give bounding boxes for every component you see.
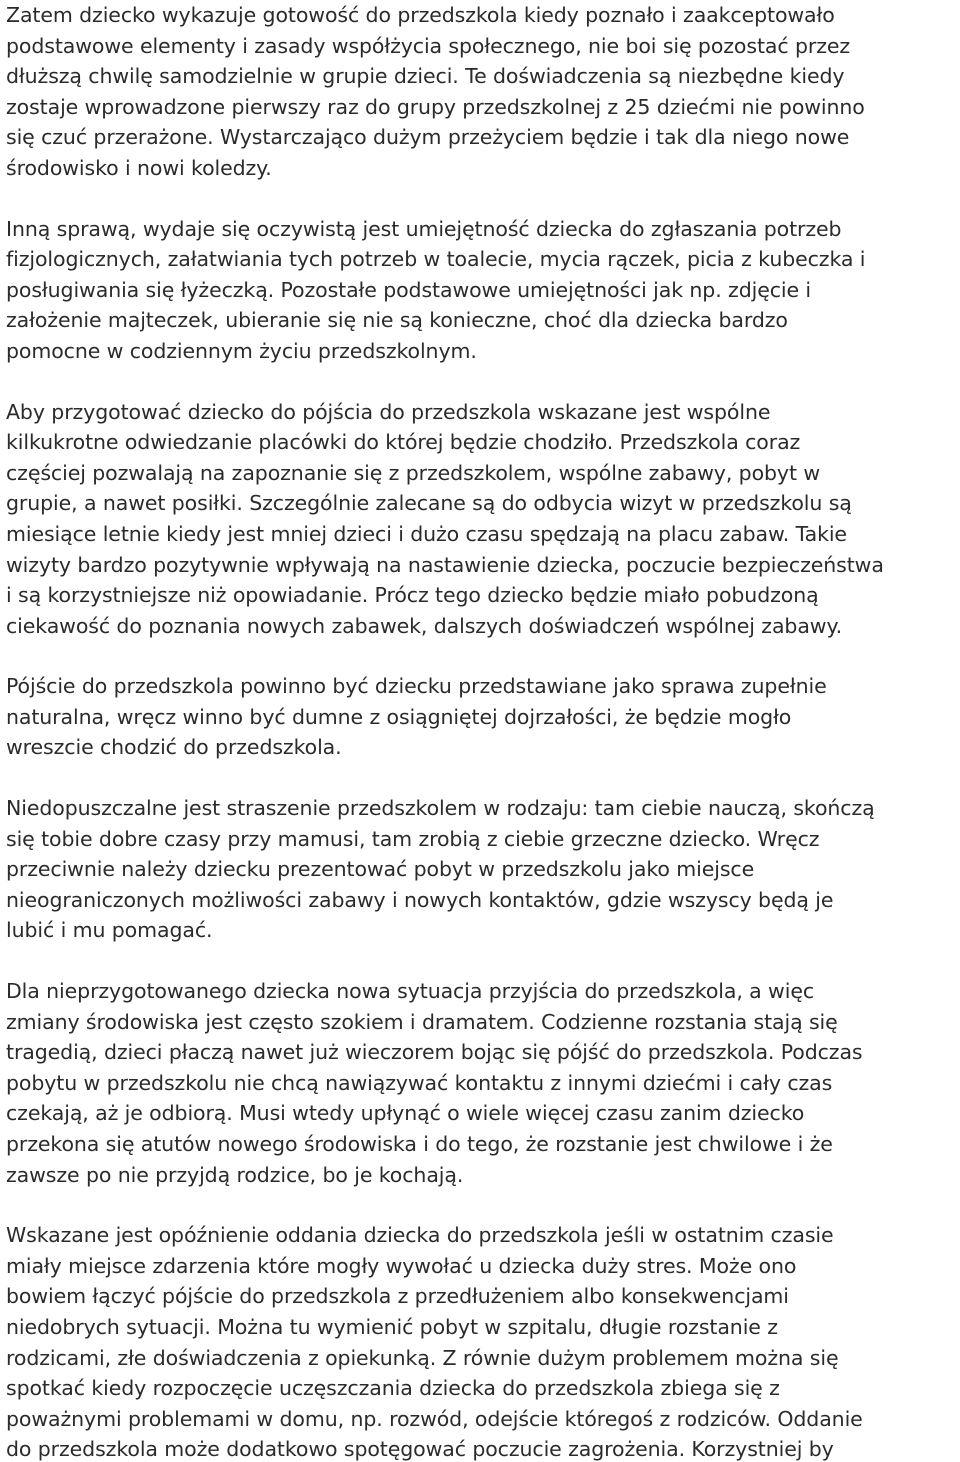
paragraph-skills <box>6 214 948 367</box>
paragraph-unprepared-child <box>6 976 948 1190</box>
text-line: miesiące letnie kiedy jest mniej dzieci i dużo czasu spędzają na placu zabaw. Takie <box>6 521 847 546</box>
text-line: Dla nieprzygotowanego dziecka nowa sytuacja przyjścia do przedszkola, a więc <box>6 979 814 1004</box>
text-line: lubić i mu pomagać. <box>6 918 213 943</box>
text-line: spotkać kiedy rozpoczęcie uczęszczania dziecka do przedszkola zbiega się z <box>6 1376 780 1401</box>
paragraph-presentation <box>6 671 948 763</box>
text-line: przekona się atutów nowego środowiska i do tego, że rozstanie jest chwilowe i że <box>6 1132 833 1156</box>
text-line: się czuć przerażone. Wystarczająco dużym przeżyciem będzie i tak dla niego nowe <box>6 125 850 150</box>
text-line: założenie majteczek, ubieranie się nie są konieczne, choć dla dziecka bardzo <box>6 308 788 333</box>
text-line: fizjologicznych, załatwiania tych potrzeb w toalecie, mycia rączek, picia z kubeczka i <box>6 247 866 272</box>
text-line: poważnymi problemami w domu, np. rozwód, odejście któregoś z rodziców. Oddanie <box>6 1406 863 1431</box>
text-line: wizyty bardzo pozytywnie wpływają na nastawienie dziecka, poczucie bezpieczeństwa <box>6 552 884 577</box>
text-line: Niedopuszczalne jest straszenie przedszkolem w rodzaju: tam ciebie nauczą, skończą <box>6 796 875 821</box>
paragraph-preparation <box>6 397 948 642</box>
text-line: Wskazane jest opóźnienie oddania dziecka do przedszkola jeśli w ostatnim czasie <box>6 1223 834 1248</box>
text-line: miały miejsce zdarzenia które mogły wywołać u dziecka duży stres. Może ono <box>6 1253 797 1278</box>
text-line: naturalna, wręcz winno być dumne z osiągniętej dojrzałości, że będzie mogło <box>6 704 792 729</box>
text-line: pomocne w codziennym życiu przedszkolnym. <box>6 338 477 363</box>
paragraph-readiness <box>6 0 948 184</box>
text-line: podstawowe elementy i zasady współżycia społecznego, nie boi się pozostać przez <box>6 33 851 58</box>
text-line: posługiwania się łyżeczką. Pozostałe podstawowe umiejętności jak np. zdjęcie i <box>6 277 812 302</box>
text-line: do przedszkola może dodatkowo spotęgować poczucie zagrożenia. Korzystniej by <box>6 1437 834 1462</box>
text-line: grupie, a nawet posiłki. Szczególnie zalecane są do odbycia wizyt w przedszkolu są <box>6 491 852 516</box>
text-line: Inną sprawą, wydaje się oczywistą jest umiejętność dziecka do zgłaszania potrzeb <box>6 216 842 241</box>
text-line: Pójście do przedszkola powinno być dziecku przedstawiane jako sprawa zupełnie <box>6 674 827 699</box>
text-line: rodzicami, złe doświadczenia z opiekunką. Z równie dużym problemem można się <box>6 1345 839 1370</box>
text-line: pobytu w przedszkolu nie chcą nawiązywać kontaktu z innymi dziećmi i cały czas <box>6 1070 833 1095</box>
text-line: się tobie dobre czasy przy mamusi, tam zrobią z ciebie grzeczne dziecko. Wręcz <box>6 826 820 851</box>
text-line: dłuższą chwilę samodzielnie w grupie dzieci. Te doświadczenia są niezbędne kiedy <box>6 64 845 89</box>
text-line: częściej pozwalają na zapoznanie się z przedszkolem, wspólne zabawy, pobyt w <box>6 460 820 485</box>
text-line: przeciwnie należy dziecku prezentować pobyt w przedszkolu jako miejsce <box>6 857 755 882</box>
text-line: Aby przygotować dziecko do pójścia do przedszkola wskazane jest wspólne <box>6 399 771 424</box>
text-line: zostaje wprowadzone pierwszy raz do grupy przedszkolnej z 25 dziećmi nie powinno <box>6 94 865 119</box>
text-line: Zatem dziecko wykazuje gotowość do przedszkola kiedy poznało i zaakceptowało <box>6 3 835 27</box>
text-line: bowiem łączyć pójście do przedszkola z przedłużeniem albo konsekwencjami <box>6 1284 789 1309</box>
text-line: czekają, aż je odbiorą. Musi wtedy upłynąć o wiele więcej czasu zanim dziecko <box>6 1101 805 1126</box>
text-line: niedobrych sytuacji. Można tu wymienić pobyt w szpitalu, długie rozstanie z <box>6 1314 778 1339</box>
text-line: zmiany środowiska jest często szokiem i dramatem. Codzienne rozstania stają się <box>6 1009 838 1034</box>
text-line: zawsze po nie przyjdą rodzice, bo je kochają. <box>6 1162 464 1187</box>
paragraph-no-scaring <box>6 793 948 946</box>
text-line: ciekawość do poznania nowych zabawek, dalszych doświadczeń wspólnej zabawy. <box>6 613 842 638</box>
text-line: wreszcie chodzić do przedszkola. <box>6 735 342 760</box>
text-line: kilkukrotne odwiedzanie placówki do której będzie chodziło. Przedszkola coraz <box>6 430 801 455</box>
text-line: tragedią, dzieci płaczą nawet już wieczorem bojąc się pójść do przedszkola. Podczas <box>6 1040 863 1065</box>
paragraph-delay <box>6 1220 948 1462</box>
text-line: i są korzystniejsze niż opowiadanie. Prócz tego dziecko będzie miało pobudzoną <box>6 583 819 608</box>
text-line: nieograniczonych możliwości zabawy i nowych kontaktów, gdzie wszyscy będą je <box>6 887 834 912</box>
text-line: środowisko i nowi koledzy. <box>6 155 272 180</box>
